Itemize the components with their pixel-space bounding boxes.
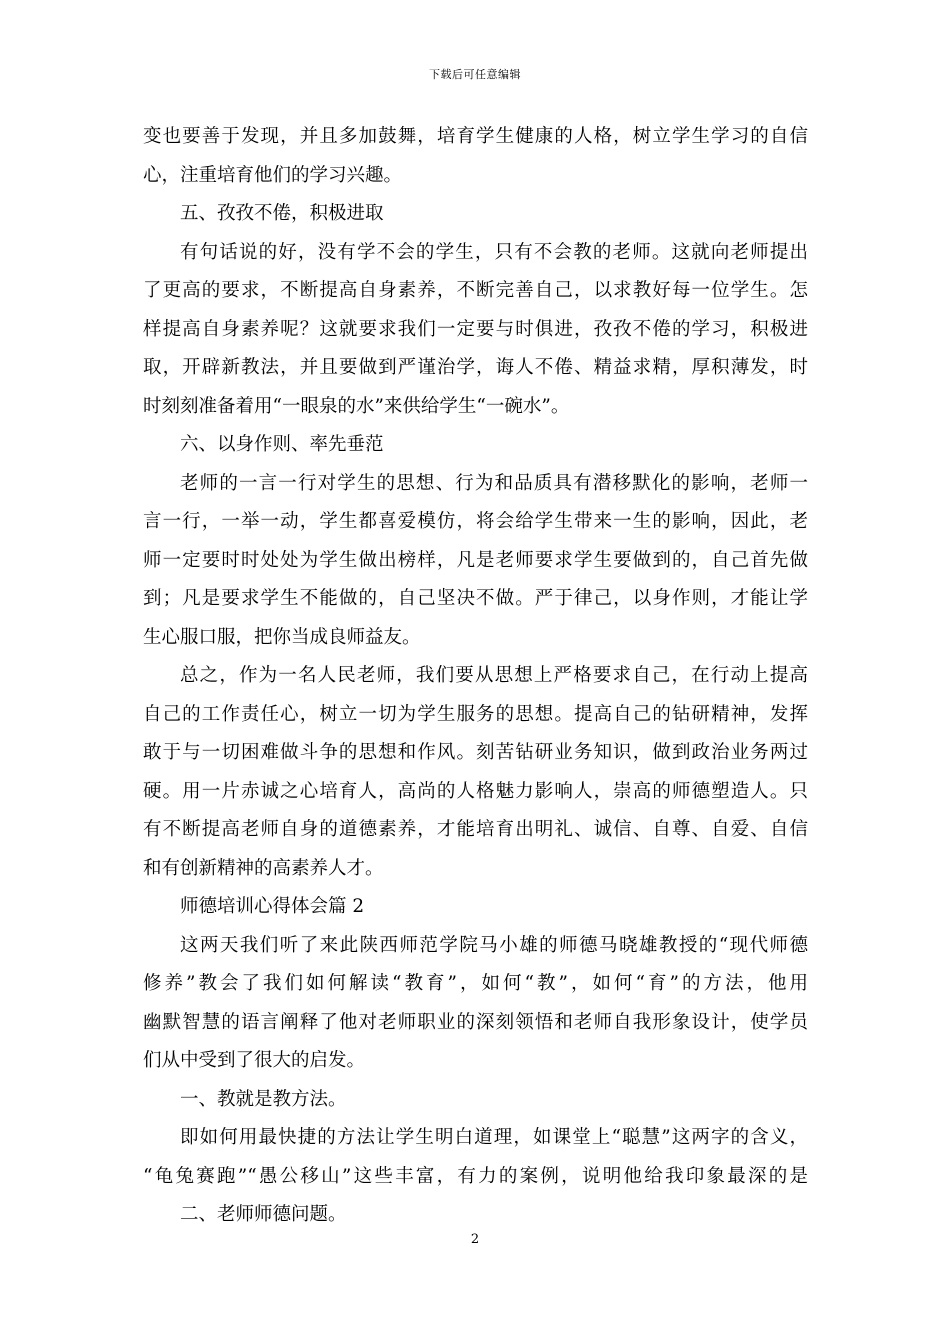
text-line: 五、孜孜不倦，积极进取 bbox=[180, 203, 384, 224]
text-line: 敢于与一切困难做斗争的思想和作风。刻苦钻研业务知识，做到政治业务两过 bbox=[143, 742, 808, 763]
text-line: 老师的一言一行对学生的思想、行为和品质具有潜移默化的影响，老师一 bbox=[180, 472, 808, 494]
text-line: 言一行，一举一动，学生都喜爱模仿，将会给学生带来一生的影响，因此，老 bbox=[143, 511, 808, 532]
text-line: 幽默智慧的语言阐释了他对老师职业的深刻领悟和老师自我形象设计，使学员 bbox=[143, 1011, 808, 1033]
text-line: 变也要善于发现，并且多加鼓舞，培育学生健康的人格，树立学生学习的自信 bbox=[143, 126, 808, 147]
text-line: 六、以身作则、率先垂范 bbox=[180, 434, 384, 455]
text-line: 生心服口服，把你当成良师益友。 bbox=[143, 626, 421, 648]
text-line: 有不断提高老师自身的道德素养，才能培育出明礼、诚信、自尊、自爱、自信 bbox=[143, 819, 808, 840]
text-line: 师一定要时时处处为学生做出榜样，凡是老师要求学生要做到的，自己首先做 bbox=[143, 549, 808, 571]
text-line: 到；凡是要求学生不能做的，自己坚决不做。严于律己，以身作则，才能让学 bbox=[143, 588, 808, 609]
text-line: 样提高自身素养呢？这就要求我们一定要与时俱进，孜孜不倦的学习，积极进 bbox=[143, 318, 808, 340]
text-line: 二、老师师德问题。 bbox=[180, 1204, 347, 1225]
text-line: 即如何用最快捷的方法让学生明白道理，如课堂上“聪慧”这两字的含义， bbox=[180, 1127, 808, 1148]
page-number: 2 bbox=[470, 1232, 480, 1247]
text-line: 取，开辟新教法，并且要做到严谨治学，诲人不倦、精益求精，厚积薄发，时 bbox=[143, 357, 808, 378]
text-line: 硬。用一片赤诚之心培育人，高尚的人格魅力影响人，崇高的师德塑造人。只 bbox=[143, 780, 808, 802]
text-line: 了更高的要求，不断提高自身素养，不断完善自己，以求教好每一位学生。怎 bbox=[143, 280, 808, 301]
text-line: 有句话说的好，没有学不会的学生，只有不会教的老师。这就向老师提出 bbox=[180, 241, 808, 263]
text-line: “龟兔赛跑”“愚公移山”这些丰富，有力的案例，说明他给我印象最深的是 bbox=[143, 1165, 808, 1187]
text-line: 心，注重培育他们的学习兴趣。 bbox=[143, 164, 403, 186]
text-line: 时刻刻准备着用“一眼泉的水”来供给学生“一碗水”。 bbox=[143, 395, 570, 417]
text-line: 自己的工作责任心，树立一切为学生服务的思想。提高自己的钻研精神，发挥 bbox=[143, 703, 808, 725]
text-line: 修养”教会了我们如何解读“教育”，如何“教”，如何“育”的方法，他用 bbox=[143, 973, 808, 994]
text-line: 一、教就是教方法。 bbox=[180, 1088, 347, 1110]
text-line: 这两天我们听了来此陕西师范学院马小雄的师德马晓雄教授的“现代师德 bbox=[180, 934, 808, 956]
text-line: 们从中受到了很大的启发。 bbox=[143, 1050, 366, 1071]
page-header: 下载后可任意编辑 bbox=[429, 68, 521, 81]
text-line: 和有创新精神的高素养人才。 bbox=[143, 857, 384, 879]
document-body bbox=[143, 118, 808, 1235]
text-line: 师德培训心得体会篇 2 bbox=[180, 896, 365, 917]
text-line: 总之，作为一名人民老师，我们要从思想上严格要求自己，在行动上提高 bbox=[180, 665, 808, 686]
